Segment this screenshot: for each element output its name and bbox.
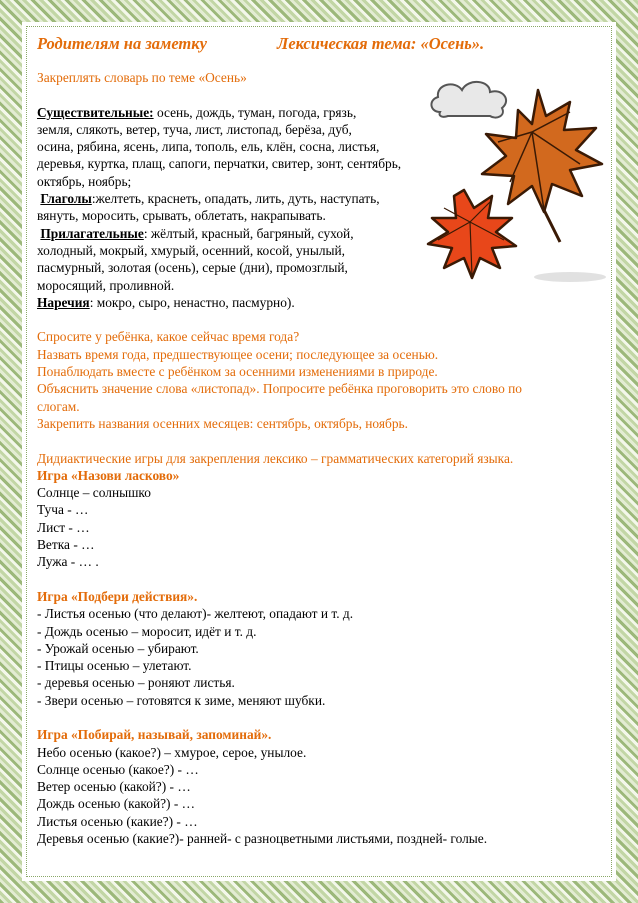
- nouns-line-4: деревья, куртка, плащ, сапоги, перчатки, свитер, зонт, сентябрь,: [37, 156, 402, 172]
- game1-line: Ветка - …: [37, 537, 95, 553]
- adjectives-line-4: моросящий, проливной.: [37, 277, 175, 293]
- advice-line-5: слогам.: [37, 398, 80, 414]
- nouns-line-3: осина, рябина, ясень, липа, тополь, ель, клён, сосна, листья,: [37, 139, 380, 155]
- adjectives-label: Прилагательные: [40, 225, 144, 241]
- nouns-label: Существительные:: [37, 104, 154, 120]
- game2-line: - деревья осенью – роняют листья.: [37, 675, 235, 691]
- game3-line: Ветер осенью (какой?) - …: [37, 779, 191, 795]
- game1-title: Игра «Назови ласково»: [37, 467, 180, 483]
- game3-line: Солнце осенью (какое?) - …: [37, 761, 199, 777]
- adverbs-line: Наречия: мокро, сыро, ненастно, пасмурно).: [37, 294, 295, 310]
- game2-line: - Урожай осенью – убирают.: [37, 640, 199, 656]
- game1-line: Лужа - … .: [37, 554, 99, 570]
- nouns-line-1: Существительные: осень, дождь, туман, погода, грязь,: [37, 104, 357, 120]
- adjectives-line-2: холодный, мокрый, хмурый, осенний, косой, унылый,: [37, 242, 346, 258]
- game2-title: Игра «Подбери действия».: [37, 588, 198, 604]
- adverbs-label: Наречия: [37, 294, 90, 310]
- adjectives-line-1: Прилагательные: жёлтый, красный, багряный, сухой,: [40, 225, 354, 241]
- game1-line: Туча - …: [37, 502, 89, 518]
- game3-line: Листья осенью (какие?) - …: [37, 813, 198, 829]
- game3-line: Дождь осенью (какой?) - …: [37, 796, 196, 812]
- game2-line: - Листья осенью (что делают)- желтеют, опадают и т. д.: [37, 606, 354, 622]
- header-right: Лексическая тема: «Осень».: [277, 34, 485, 53]
- nouns-line-5: октябрь, ноябрь;: [37, 173, 132, 189]
- advice-line-2: Назвать время года, предшествующее осени; последующее за осенью.: [37, 346, 439, 362]
- intro-line: Закреплять словарь по теме «Осень»: [37, 70, 247, 85]
- game3-line: Деревья осенью (какие?)- ранней- с разноцветными листьями, поздней- голые.: [37, 831, 488, 847]
- adjectives-line-3: пасмурный, золотая (осень), серые (дни), промозглый,: [37, 260, 348, 276]
- header-left: Родителям на заметку: [37, 34, 207, 53]
- page-header: [37, 33, 597, 55]
- game3-title: Игра «Побирай, называй, запоминай».: [37, 727, 272, 743]
- verbs-line-2: вянуть, моросить, срывать, облетать, накрапывать.: [37, 208, 326, 224]
- verbs-label: Глаголы: [40, 191, 92, 207]
- games-intro: Дидиактические игры для закрепления лексико – грамматических категорий языка.: [37, 450, 514, 466]
- verbs-line-1: Глаголы:желтеть, краснеть, опадать, лить, дуть, наступать,: [40, 191, 380, 207]
- game1-line: Солнце – солнышко: [37, 485, 151, 501]
- advice-line-3: Понаблюдать вместе с ребёнком за осенними изменениями в природе.: [37, 364, 438, 380]
- game1-line: Лист - …: [37, 519, 90, 535]
- nouns-line-2: земля, слякоть, ветер, туча, лист, листопад, берёза, дуб,: [37, 121, 352, 137]
- game2-line: - Дождь осенью – моросит, идёт и т. д.: [37, 623, 257, 639]
- document-body: [37, 33, 597, 847]
- advice-line-1: Спросите у ребёнка, какое сейчас время года?: [37, 329, 300, 345]
- game3-line: Небо осенью (какое?) – хмурое, серое, унылое.: [37, 744, 307, 760]
- advice-line-4: Объяснить значение слова «листопад». Попросите ребёнка проговорить это слово по: [37, 381, 522, 397]
- game2-line: - Птицы осенью – улетают.: [37, 658, 192, 674]
- advice-line-6: Закрепить названия осенних месяцев: сентябрь, октябрь, ноябрь.: [37, 415, 408, 431]
- game2-line: - Звери осенью – готовятся к зиме, меняют шубки.: [37, 692, 326, 708]
